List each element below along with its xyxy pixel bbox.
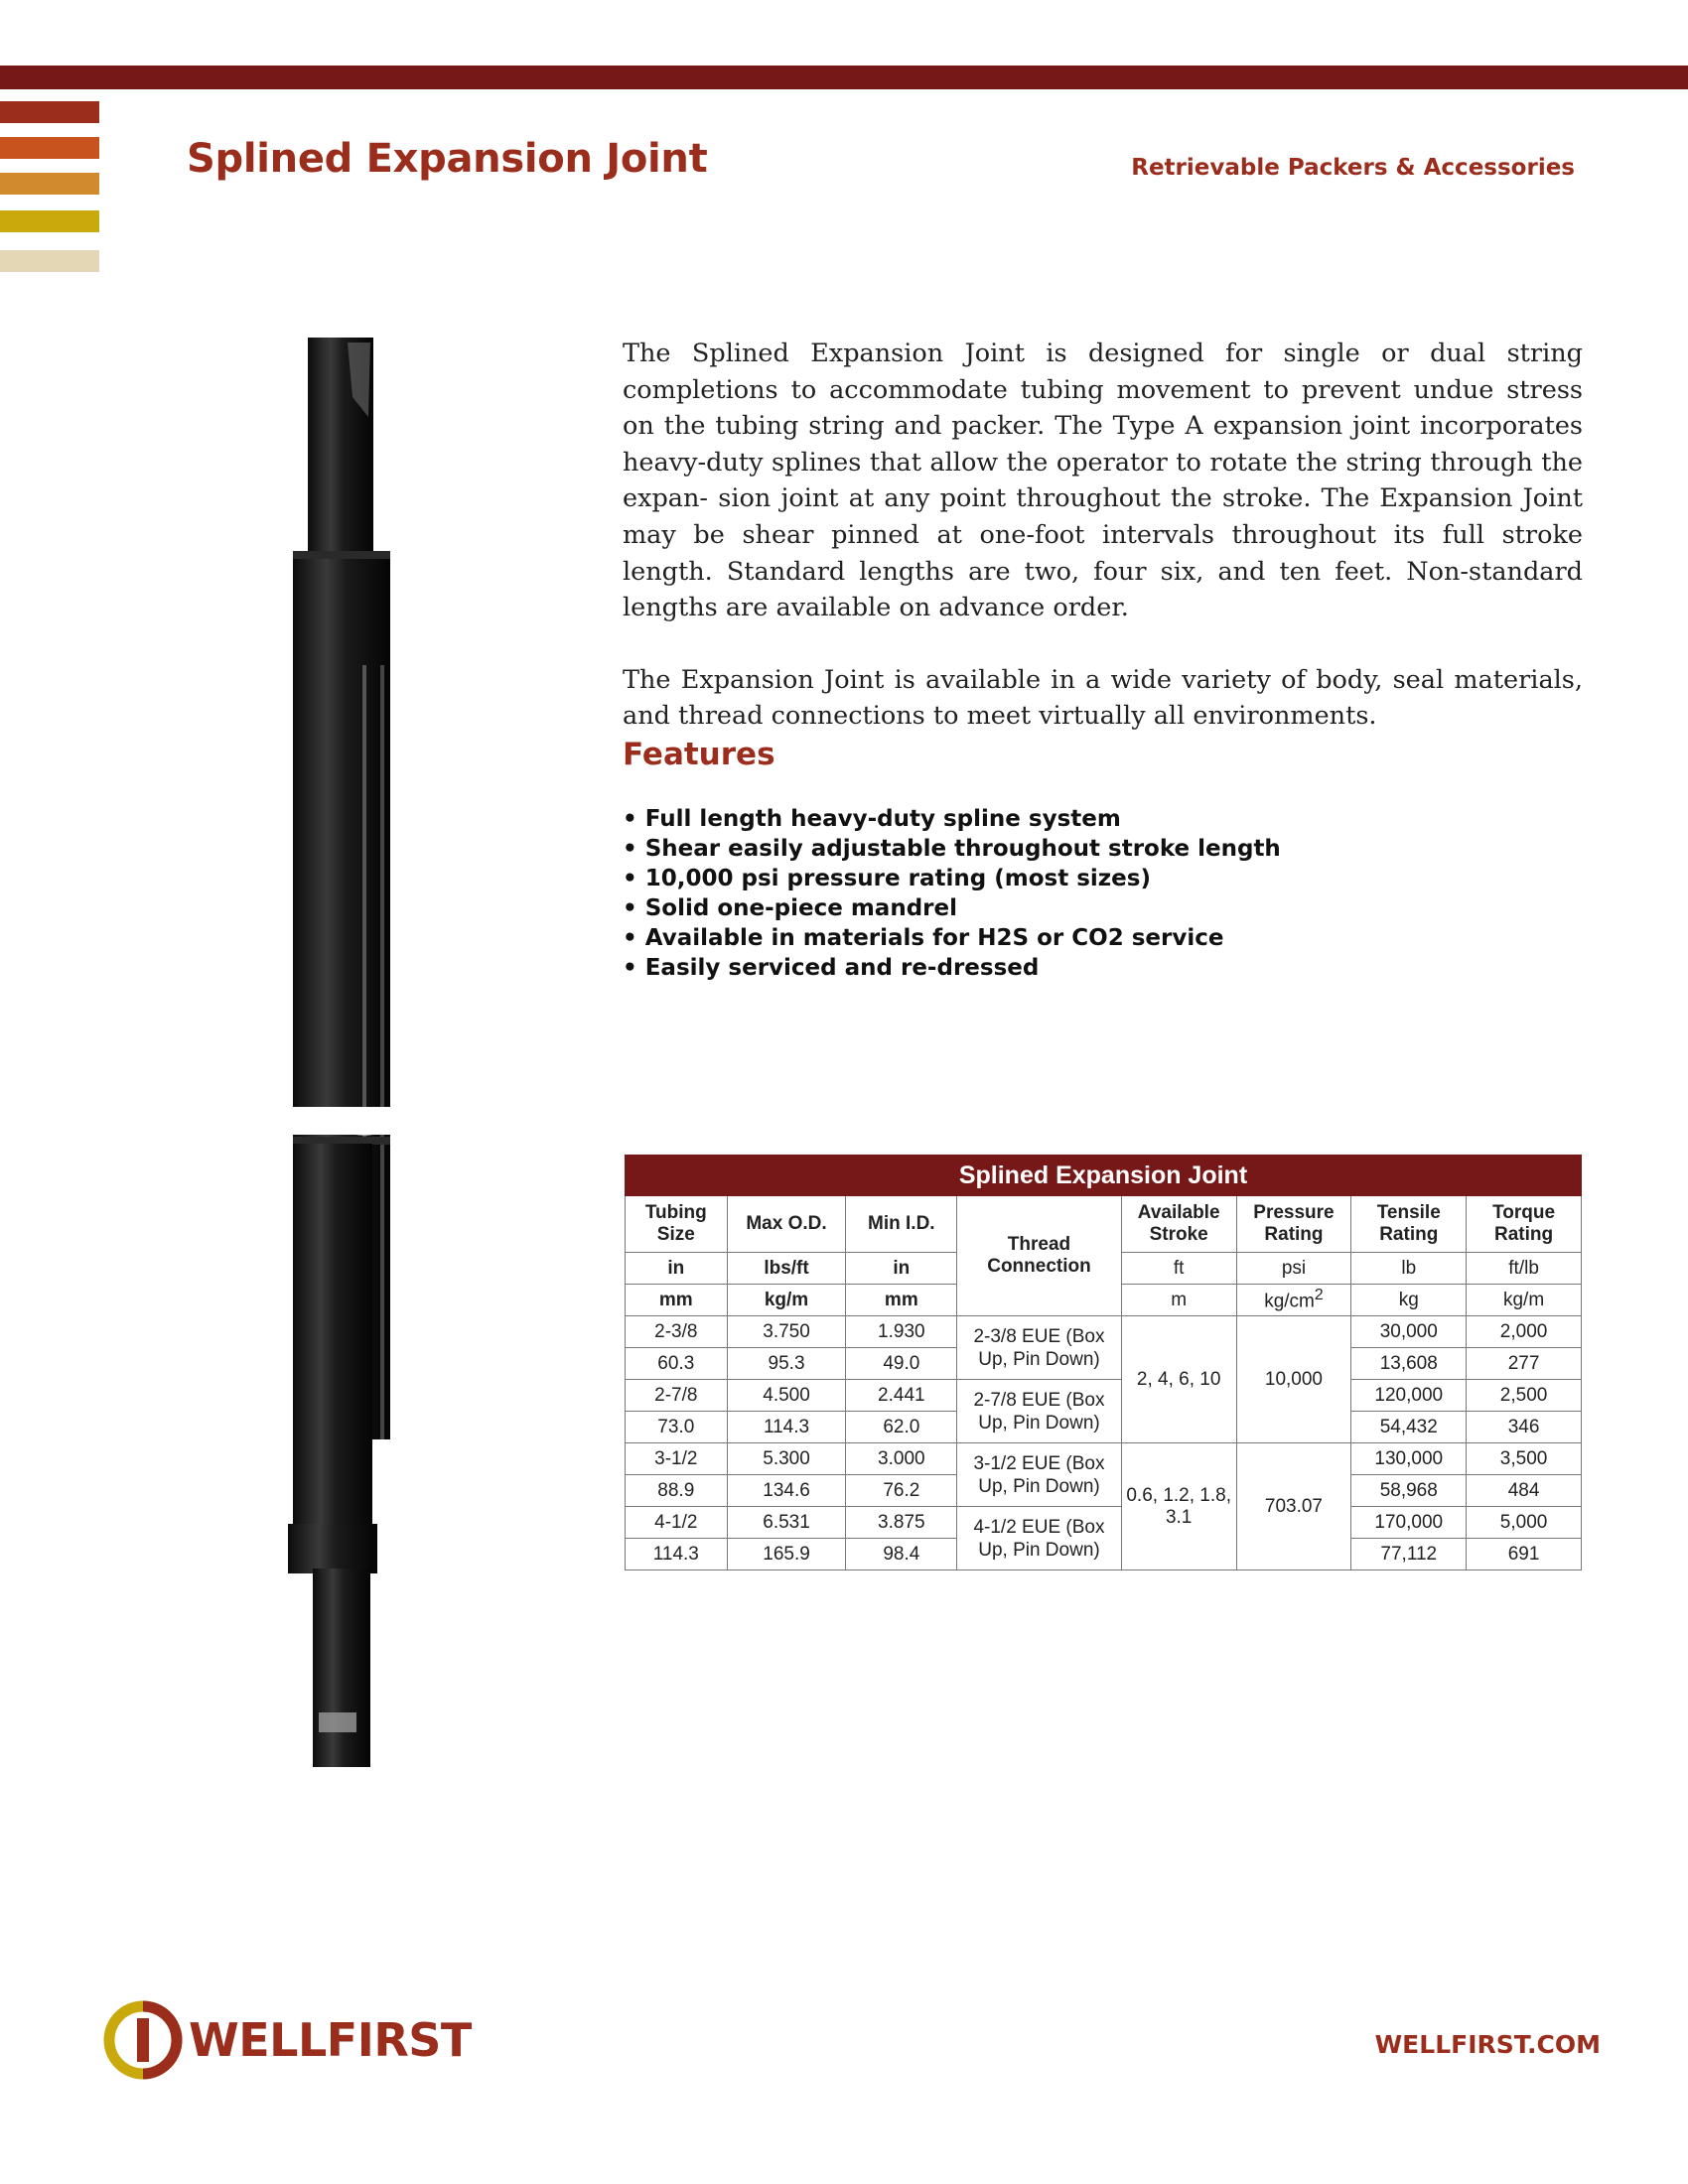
table-cell: 77,112: [1351, 1539, 1467, 1570]
wellfirst-logo-icon: [103, 2000, 183, 2080]
thread-cell: 2-7/8 EUE (Box Up, Pin Down): [957, 1380, 1122, 1443]
feature-item: • Shear easily adjustable throughout stroke length: [623, 834, 1281, 864]
unit-superscript: 2: [1314, 1287, 1324, 1304]
table-cell: 484: [1467, 1475, 1582, 1507]
table-cell: 98.4: [846, 1539, 957, 1570]
unit-cell: kg/m: [727, 1285, 846, 1316]
unit-cell: mm: [846, 1285, 957, 1316]
table-row: [626, 1316, 1582, 1348]
table-row: [626, 1507, 1582, 1539]
thread-cell: 2-3/8 EUE (Box Up, Pin Down): [957, 1316, 1122, 1380]
header-tubing-size: Tubing Size: [626, 1196, 728, 1253]
table-cell: 58,968: [1351, 1475, 1467, 1507]
top-banner-bar: [0, 66, 1688, 89]
pressure-cell: 10,000: [1236, 1316, 1351, 1443]
unit-cell: lb: [1351, 1253, 1467, 1285]
description: [623, 336, 1583, 770]
table-cell: 130,000: [1351, 1443, 1467, 1475]
unit-cell: in: [626, 1253, 728, 1285]
table-cell: 5.300: [727, 1443, 846, 1475]
header-tensile-rating: Tensile Rating: [1351, 1196, 1467, 1253]
pressure-cell: 703.07: [1236, 1443, 1351, 1570]
feature-item: • 10,000 psi pressure rating (most sizes): [623, 864, 1281, 893]
table-cell: 88.9: [626, 1475, 728, 1507]
table-cell: 2.441: [846, 1380, 957, 1412]
header-torque-rating: Torque Rating: [1467, 1196, 1582, 1253]
table-cell: 3.750: [727, 1316, 846, 1348]
table-cell: 2,000: [1467, 1316, 1582, 1348]
unit-cell: m: [1121, 1285, 1236, 1316]
table-cell: 30,000: [1351, 1316, 1467, 1348]
unit-cell: lbs/ft: [727, 1253, 846, 1285]
table-caption: Splined Expansion Joint: [626, 1156, 1582, 1196]
header-available-stroke: Available Stroke: [1121, 1196, 1236, 1253]
stripe-3: [0, 173, 99, 195]
table-cell: 170,000: [1351, 1507, 1467, 1539]
table-row: [626, 1443, 1582, 1475]
table-cell: 165.9: [727, 1539, 846, 1570]
table-cell: 691: [1467, 1539, 1582, 1570]
description-paragraph-1: The Splined Expansion Joint is designed for single or dual string completions to accommodate tubing movement to prevent undue stress on the tubing string and packer. The Type A expansion joint incorporates heavy-duty splines that allow the operator to rotate the string through the expan- sion joint at any point throughout the stroke. The Expansion Joint may be shear pinned at one-foot intervals throughout its full stroke length. Standard lengths are two, four six, and ten feet. Non-standard lengths are available on advance order.: [623, 339, 1583, 623]
feature-item: • Easily serviced and re-dressed: [623, 953, 1281, 983]
unit-cell: ft/lb: [1467, 1253, 1582, 1285]
table-cell: 1.930: [846, 1316, 957, 1348]
table-cell: 60.3: [626, 1348, 728, 1380]
category-label: Retrievable Packers & Accessories: [1131, 155, 1575, 181]
unit-text: kg/cm: [1264, 1291, 1315, 1312]
stripe-4: [0, 210, 99, 232]
table-cell: 134.6: [727, 1475, 846, 1507]
brand-name: WELLFIRST: [189, 2013, 472, 2067]
table-cell: 49.0: [846, 1348, 957, 1380]
features-list: [623, 804, 1281, 983]
table-cell: 13,608: [1351, 1348, 1467, 1380]
table-cell: 114.3: [727, 1412, 846, 1443]
stripe-2: [0, 137, 99, 159]
unit-cell: in: [846, 1253, 957, 1285]
unit-cell: kg: [1351, 1285, 1467, 1316]
table-cell: 3,500: [1467, 1443, 1582, 1475]
unit-cell: ft: [1121, 1253, 1236, 1285]
header-pressure-rating: Pressure Rating: [1236, 1196, 1351, 1253]
table-cell: 6.531: [727, 1507, 846, 1539]
table-cell: 277: [1467, 1348, 1582, 1380]
unit-cell: kg/m: [1467, 1285, 1582, 1316]
table-cell: 120,000: [1351, 1380, 1467, 1412]
table-cell: 62.0: [846, 1412, 957, 1443]
table-cell: 2-7/8: [626, 1380, 728, 1412]
stroke-cell: 0.6, 1.2, 1.8, 3.1: [1121, 1443, 1236, 1570]
thread-cell: 4-1/2 EUE (Box Up, Pin Down): [957, 1507, 1122, 1570]
feature-item: • Full length heavy-duty spline system: [623, 804, 1281, 834]
feature-item: • Available in materials for H2S or CO2 service: [623, 923, 1281, 953]
feature-item: • Solid one-piece mandrel: [623, 893, 1281, 923]
header-thread-connection: Thread Connection: [957, 1196, 1122, 1316]
table-cell: 95.3: [727, 1348, 846, 1380]
stripe-5: [0, 250, 99, 272]
table-cell: 2-3/8: [626, 1316, 728, 1348]
thread-cell: 3-1/2 EUE (Box Up, Pin Down): [957, 1443, 1122, 1507]
unit-cell: mm: [626, 1285, 728, 1316]
table-cell: 5,000: [1467, 1507, 1582, 1539]
description-paragraph-2: The Expansion Joint is available in a wide variety of body, seal materials, and thread connections to meet virtually all environments.: [623, 664, 1583, 732]
expansion-joint-illustration: [283, 338, 412, 1767]
page-title: Splined Expansion Joint: [187, 136, 708, 182]
table-cell: 54,432: [1351, 1412, 1467, 1443]
table-row: [626, 1380, 1582, 1412]
features-heading: Features: [623, 737, 775, 772]
table-cell: 346: [1467, 1412, 1582, 1443]
unit-cell: psi: [1236, 1253, 1351, 1285]
table-cell: 73.0: [626, 1412, 728, 1443]
table-cell: 4-1/2: [626, 1507, 728, 1539]
table-cell: 76.2: [846, 1475, 957, 1507]
table-cell: 3.000: [846, 1443, 957, 1475]
website-link[interactable]: WELLFIRST.COM: [1374, 2030, 1601, 2059]
table-cell: 4.500: [727, 1380, 846, 1412]
table-cell: 3-1/2: [626, 1443, 728, 1475]
stripe-1: [0, 101, 99, 123]
table-cell: 3.875: [846, 1507, 957, 1539]
spec-table: [625, 1155, 1582, 1570]
header-min-id: Min I.D.: [846, 1196, 957, 1253]
header-max-od: Max O.D.: [727, 1196, 846, 1253]
unit-cell: [1236, 1285, 1351, 1316]
table-cell: 114.3: [626, 1539, 728, 1570]
table-cell: 2,500: [1467, 1380, 1582, 1412]
stroke-cell: 2, 4, 6, 10: [1121, 1316, 1236, 1443]
